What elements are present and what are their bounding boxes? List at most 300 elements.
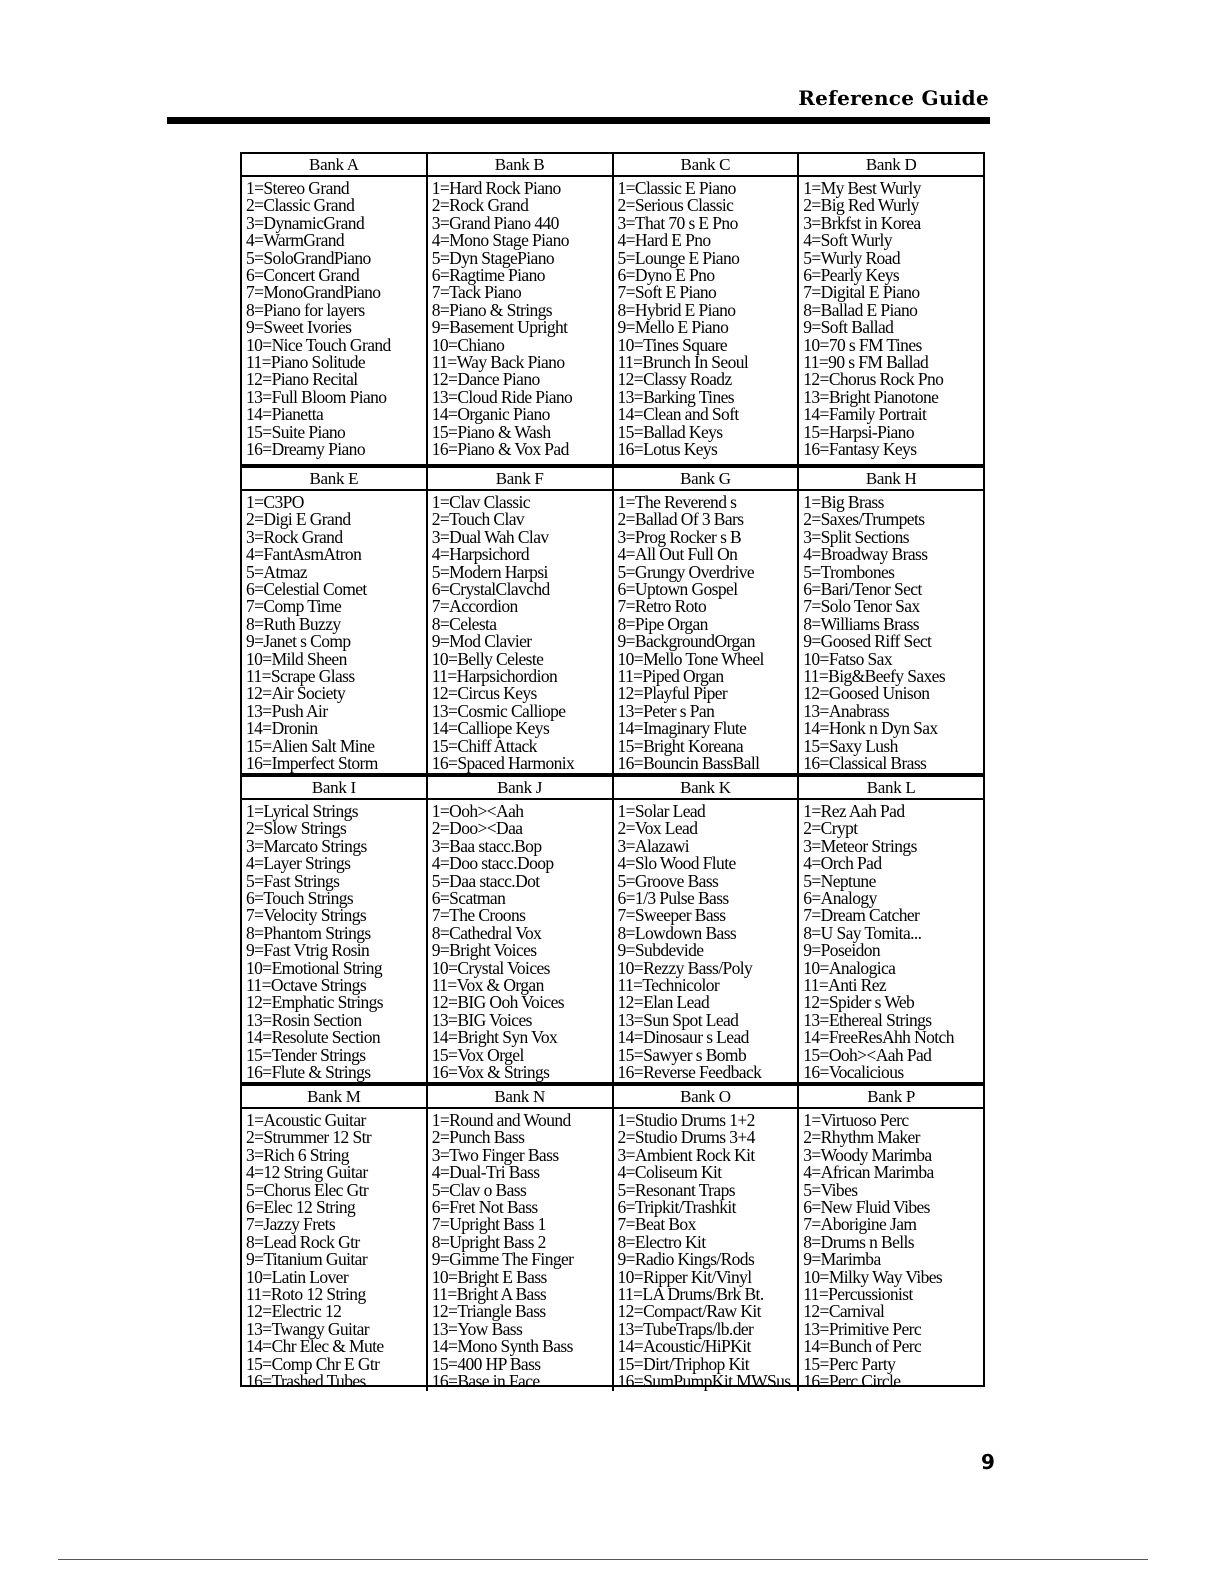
patch-item: 11=Percussionist — [803, 1284, 913, 1305]
patch-list — [799, 800, 983, 1082]
patch-item: 15=Sawyer s Bomb — [617, 1044, 747, 1065]
patch-item: 3=That 70 s E Pno — [617, 212, 738, 233]
patch-item: 11=Piano Solitude — [246, 352, 366, 373]
patch-item: 11=LA Drums/Brk Bt. — [617, 1284, 764, 1305]
patch-item: 15=Harpsi-Piano — [803, 421, 914, 442]
patch-item: 1=Virtuoso Perc — [803, 1110, 909, 1130]
patch-item: 2=Doo><Daa — [431, 818, 523, 839]
patch-item: 14=Mono Synth Bass — [431, 1336, 573, 1357]
patch-list — [428, 491, 612, 773]
patch-item: 10=70 s FM Tines — [803, 334, 922, 355]
bank-row — [242, 154, 983, 464]
patch-list — [242, 800, 426, 1082]
patch-item: 14=Imaginary Flute — [617, 718, 747, 739]
patch-item: 7=Tack Piano — [431, 282, 522, 303]
patch-item: 12=Classy Roadz — [617, 369, 732, 390]
patch-item: 10=Analogica — [803, 957, 896, 978]
patch-item: 15=Chiff Attack — [431, 735, 537, 756]
patch-item: 8=Hybrid E Piano — [617, 299, 736, 320]
patch-item: 13=Primitive Perc — [803, 1318, 922, 1339]
patch-item: 16=Base in Face — [431, 1371, 540, 1391]
patch-item: 8=Piano & Strings — [431, 299, 552, 320]
patch-item: 13=Cloud Ride Piano — [431, 386, 573, 407]
patch-item: 5=Neptune — [803, 870, 876, 891]
bank-name: Bank A — [242, 154, 426, 177]
patch-list — [614, 177, 798, 459]
patch-item: 9=Sweet Ivories — [246, 317, 352, 338]
patch-item: 7=Aborigine Jam — [803, 1214, 917, 1235]
patch-item: 11=Way Back Piano — [431, 352, 565, 373]
patch-item: 11=Scrape Glass — [246, 666, 355, 687]
patch-item: 10=Mild Sheen — [246, 648, 347, 669]
patch-item: 3=Brkfst in Korea — [803, 212, 921, 233]
patch-item: 3=DynamicGrand — [246, 212, 365, 233]
patch-item: 9=Subdevide — [617, 940, 704, 961]
patch-item: 14=Chr Elec & Mute — [246, 1336, 384, 1357]
patch-item: 2=Ballad Of 3 Bars — [617, 509, 744, 530]
patch-item: 16=Vocalicious — [803, 1062, 904, 1082]
patch-item: 15=400 HP Bass — [431, 1353, 541, 1374]
patch-item: 9=Basement Upright — [431, 317, 568, 338]
patch-item: 11=Bright A Bass — [431, 1284, 547, 1305]
patch-item: 3=Ambient Rock Kit — [617, 1144, 755, 1165]
bank-column — [428, 777, 614, 1082]
patch-item: 6=Pearly Keys — [803, 265, 900, 286]
patch-item: 9=Poseidon — [803, 940, 881, 961]
bank-column — [614, 777, 800, 1082]
bank-column — [242, 468, 428, 773]
patch-item: 10=Ripper Kit/Vinyl — [617, 1266, 752, 1287]
patch-item: 10=Bright E Bass — [431, 1266, 547, 1287]
patch-item: 15=Bright Koreana — [617, 735, 744, 756]
patch-item: 10=Tines Square — [617, 334, 728, 355]
bank-name: Bank I — [242, 777, 426, 800]
patch-item: 12=Elan Lead — [617, 992, 710, 1013]
patch-item: 4=Orch Pad — [803, 853, 882, 874]
patch-item: 16=Vox & Strings — [431, 1062, 550, 1082]
patch-item: 3=Meteor Strings — [803, 835, 917, 856]
patch-item: 2=Rock Grand — [431, 195, 529, 216]
patch-item: 2=Rhythm Maker — [803, 1127, 920, 1148]
patch-item: 15=Piano & Wash — [431, 421, 551, 442]
bank-column — [242, 154, 428, 464]
patch-item: 6=Scatman — [431, 888, 506, 909]
patch-item: 13=Push Air — [246, 700, 328, 721]
patch-item: 5=Resonant Traps — [617, 1179, 735, 1200]
patch-item: 16=Trashed Tubes — [246, 1371, 366, 1391]
patch-item: 14=Bright Syn Vox — [431, 1027, 558, 1048]
patch-item: 3=Two Finger Bass — [431, 1144, 559, 1165]
patch-item: 10=Belly Celeste — [431, 648, 544, 669]
patch-item: 1=Big Brass — [803, 492, 884, 512]
patch-item: 12=Playful Piper — [617, 683, 728, 704]
patch-item: 2=Touch Clav — [431, 509, 525, 530]
patch-item: 10=Nice Touch Grand — [246, 334, 391, 355]
patch-item: 7=Beat Box — [617, 1214, 696, 1235]
patch-item: 12=Compact/Raw Kit — [617, 1301, 761, 1322]
patch-item: 16=Classical Brass — [803, 753, 927, 773]
patch-item: 2=Vox Lead — [617, 818, 698, 839]
patch-item: 8=Lead Rock Gtr — [246, 1231, 360, 1252]
patch-item: 5=Trombones — [803, 561, 895, 582]
patch-item: 13=Yow Bass — [431, 1318, 523, 1339]
bank-name: Bank M — [242, 1086, 426, 1109]
patch-item: 5=Clav o Bass — [431, 1179, 527, 1200]
bank-name: Bank F — [428, 468, 612, 491]
patch-item: 13=Anabrass — [803, 700, 890, 721]
patch-item: 15=Comp Chr E Gtr — [246, 1353, 380, 1374]
patch-item: 15=Ooh><Aah Pad — [803, 1044, 932, 1065]
patch-item: 6=Celestial Comet — [246, 579, 367, 600]
patch-item: 11=90 s FM Ballad — [803, 352, 929, 373]
patch-item: 6=CrystalClavchd — [431, 579, 550, 600]
patch-item: 10=Latin Lover — [246, 1266, 349, 1287]
patch-item: 12=Triangle Bass — [431, 1301, 546, 1322]
patch-item: 1=My Best Wurly — [803, 178, 921, 198]
patch-item: 15=Tender Strings — [246, 1044, 366, 1065]
patch-item: 16=Flute & Strings — [246, 1062, 371, 1082]
patch-item: 3=Woody Marimba — [803, 1144, 932, 1165]
bank-column — [614, 468, 800, 773]
patch-item: 6=Analogy — [803, 888, 877, 909]
patch-item: 6=Concert Grand — [246, 265, 360, 286]
patch-item: 4=WarmGrand — [246, 230, 345, 251]
patch-item: 1=Hard Rock Piano — [431, 178, 561, 198]
bank-column — [428, 468, 614, 773]
patch-item: 11=Brunch In Seoul — [617, 352, 749, 373]
patch-item: 9=Soft Ballad — [803, 317, 894, 338]
patch-item: 9=Mod Clavier — [431, 631, 532, 652]
header-rule — [167, 117, 990, 124]
patch-item: 15=Vox Orgel — [431, 1044, 524, 1065]
patch-list — [799, 1109, 983, 1391]
bank-name: Bank H — [799, 468, 983, 491]
patch-list — [242, 1109, 426, 1391]
patch-item: 8=U Say Tomita... — [803, 922, 922, 943]
patch-item: 3=Grand Piano 440 — [431, 212, 559, 233]
patch-list — [428, 800, 612, 1082]
patch-item: 9=Marimba — [803, 1249, 881, 1270]
bank-column — [799, 777, 983, 1082]
patch-item: 5=Groove Bass — [617, 870, 719, 891]
patch-item: 4=FantAsmAtron — [246, 544, 362, 565]
patch-item: 7=Jazzy Frets — [246, 1214, 336, 1235]
patch-item: 6=Elec 12 String — [246, 1197, 356, 1218]
patch-list — [428, 1109, 612, 1391]
patch-item: 11=Harpsichordion — [431, 666, 558, 687]
bank-column — [614, 1086, 800, 1391]
patch-item: 1=Studio Drums 1+2 — [617, 1110, 755, 1130]
patch-item: 7=Sweeper Bass — [617, 905, 726, 926]
patch-item: 8=Lowdown Bass — [617, 922, 737, 943]
patch-item: 7=Accordion — [431, 596, 518, 617]
patch-item: 4=12 String Guitar — [246, 1162, 368, 1183]
patch-item: 12=Spider s Web — [803, 992, 915, 1013]
patch-item: 8=Phantom Strings — [246, 922, 371, 943]
bank-name: Bank O — [614, 1086, 798, 1109]
patch-item: 8=Ruth Buzzy — [246, 613, 341, 634]
patch-item: 2=Studio Drums 3+4 — [617, 1127, 755, 1148]
patch-item: 16=Fantasy Keys — [803, 439, 917, 460]
patch-item: 3=Alazawi — [617, 835, 690, 856]
patch-list — [242, 177, 426, 459]
patch-item: 13=Bright Pianotone — [803, 386, 939, 407]
patch-item: 11=Roto 12 String — [246, 1284, 366, 1305]
patch-item: 9=Titanium Guitar — [246, 1249, 368, 1270]
patch-item: 6=Ragtime Piano — [431, 265, 545, 286]
patch-item: 11=Technicolor — [617, 975, 720, 996]
patch-item: 15=Saxy Lush — [803, 735, 898, 756]
patch-item: 13=Rosin Section — [246, 1009, 362, 1030]
patch-item: 14=Calliope Keys — [431, 718, 550, 739]
patch-list — [242, 491, 426, 773]
patch-item: 4=Doo stacc.Doop — [431, 853, 554, 874]
patch-item: 9=BackgroundOrgan — [617, 631, 755, 652]
patch-item: 9=Janet s Comp — [246, 631, 351, 652]
patch-item: 11=Big&Beefy Saxes — [803, 666, 946, 687]
patch-item: 1=Rez Aah Pad — [803, 801, 905, 821]
patch-item: 12=Circus Keys — [431, 683, 537, 704]
patch-item: 7=Comp Time — [246, 596, 342, 617]
patch-item: 13=Barking Tines — [617, 386, 734, 407]
patch-item: 2=Big Red Wurly — [803, 195, 919, 216]
patch-item: 14=Pianetta — [246, 404, 324, 425]
patch-item: 14=Dinosaur s Lead — [617, 1027, 749, 1048]
patch-item: 4=Dual-Tri Bass — [431, 1162, 540, 1183]
patch-item: 15=Perc Party — [803, 1353, 896, 1374]
bank-column — [799, 468, 983, 773]
patch-item: 8=Pipe Organ — [617, 613, 708, 634]
patch-item: 16=Reverse Feedback — [617, 1062, 762, 1082]
patch-item: 15=Ballad Keys — [617, 421, 723, 442]
patch-item: 8=Celesta — [431, 613, 497, 634]
patch-item: 1=Clav Classic — [431, 492, 530, 512]
patch-item: 13=Twangy Guitar — [246, 1318, 369, 1339]
patch-item: 2=Punch Bass — [431, 1127, 525, 1148]
patch-list — [799, 177, 983, 459]
patch-item: 7=Soft E Piano — [617, 282, 717, 303]
page-number: 9 — [981, 1450, 995, 1474]
patch-item: 1=Classic E Piano — [617, 178, 736, 198]
patch-item: 5=Grungy Overdrive — [617, 561, 755, 582]
patch-item: 6=Touch Strings — [246, 888, 354, 909]
patch-item: 5=Vibes — [803, 1179, 858, 1200]
patch-item: 14=Clean and Soft — [617, 404, 739, 425]
patch-item: 13=Cosmic Calliope — [431, 700, 566, 721]
patch-item: 10=Milky Way Vibes — [803, 1266, 943, 1287]
patch-item: 10=Chiano — [431, 334, 505, 355]
patch-item: 5=Lounge E Piano — [617, 247, 740, 268]
bank-column — [428, 154, 614, 464]
patch-item: 11=Vox & Organ — [431, 975, 544, 996]
patch-item: 4=Mono Stage Piano — [431, 230, 569, 251]
patch-item: 14=FreeResAhh Notch — [803, 1027, 954, 1048]
patch-item: 14=Bunch of Perc — [803, 1336, 922, 1357]
patch-item: 16=Perc Circle — [803, 1371, 901, 1391]
patch-item: 6=New Fluid Vibes — [803, 1197, 930, 1218]
patch-item: 16=Imperfect Storm — [246, 753, 378, 773]
patch-item: 14=Family Portrait — [803, 404, 927, 425]
patch-item: 12=BIG Ooh Voices — [431, 992, 564, 1013]
patch-item: 16=Spaced Harmonix — [431, 753, 575, 773]
patch-item: 10=Crystal Voices — [431, 957, 550, 978]
patch-item: 8=Upright Bass 2 — [431, 1231, 546, 1252]
patch-item: 7=The Croons — [431, 905, 526, 926]
patch-item: 5=Chorus Elec Gtr — [246, 1179, 369, 1200]
patch-item: 1=Solar Lead — [617, 801, 706, 821]
patch-item: 8=Piano for layers — [246, 299, 365, 320]
patch-item: 12=Emphatic Strings — [246, 992, 383, 1013]
patch-item: 9=Bright Voices — [431, 940, 537, 961]
patch-item: 4=Slo Wood Flute — [617, 853, 736, 874]
patch-item: 12=Piano Recital — [246, 369, 358, 390]
patch-item: 15=Suite Piano — [246, 421, 346, 442]
bank-name: Bank G — [614, 468, 798, 491]
patch-item: 6=Bari/Tenor Sect — [803, 579, 922, 600]
patch-item: 6=Uptown Gospel — [617, 579, 738, 600]
patch-item: 4=African Marimba — [803, 1162, 934, 1183]
patch-item: 9=Fast Vtrig Rosin — [246, 940, 370, 961]
patch-item: 16=SumPumpKit MWSus — [617, 1371, 791, 1391]
patch-item: 7=Digital E Piano — [803, 282, 920, 303]
patch-item: 1=C3PO — [246, 492, 304, 512]
bank-name: Bank L — [799, 777, 983, 800]
patch-item: 7=Velocity Strings — [246, 905, 367, 926]
patch-item: 15=Alien Salt Mine — [246, 735, 375, 756]
bank-column — [799, 154, 983, 464]
patch-item: 10=Fatso Sax — [803, 648, 892, 669]
patch-item: 9=Goosed Riff Sect — [803, 631, 932, 652]
patch-item: 1=Round and Wound — [431, 1110, 571, 1130]
patch-list — [614, 1109, 798, 1391]
patch-item: 4=Broadway Brass — [803, 544, 928, 565]
patch-item: 3=Dual Wah Clav — [431, 526, 549, 547]
patch-bank-table — [240, 152, 985, 1391]
patch-item: 4=Coliseum Kit — [617, 1162, 722, 1183]
patch-item: 2=Serious Classic — [617, 195, 734, 216]
patch-item: 2=Crypt — [803, 818, 858, 839]
patch-item: 16=Dreamy Piano — [246, 439, 365, 460]
patch-item: 8=Drums n Bells — [803, 1231, 914, 1252]
bank-column — [614, 154, 800, 464]
patch-item: 14=Honk n Dyn Sax — [803, 718, 938, 739]
patch-item: 12=Chorus Rock Pno — [803, 369, 944, 390]
bank-name: Bank D — [799, 154, 983, 177]
patch-item: 13=Sun Spot Lead — [617, 1009, 739, 1030]
patch-list — [614, 491, 798, 773]
patch-item: 13=TubeTraps/lb.der — [617, 1318, 754, 1339]
patch-item: 3=Rich 6 String — [246, 1144, 349, 1165]
patch-item: 13=BIG Voices — [431, 1009, 532, 1030]
patch-item: 5=Atmaz — [246, 561, 308, 582]
patch-item: 2=Strummer 12 Str — [246, 1127, 372, 1148]
bank-column — [799, 1086, 983, 1391]
bank-name: Bank B — [428, 154, 612, 177]
patch-item: 12=Air Society — [246, 683, 346, 704]
patch-item: 3=Prog Rocker s B — [617, 526, 742, 547]
patch-item: 16=Lotus Keys — [617, 439, 718, 460]
bank-name: Bank P — [799, 1086, 983, 1109]
patch-item: 8=Electro Kit — [617, 1231, 706, 1252]
patch-item: 12=Goosed Unison — [803, 683, 930, 704]
patch-item: 13=Ethereal Strings — [803, 1009, 932, 1030]
patch-item: 6=Dyno E Pno — [617, 265, 715, 286]
patch-item: 4=All Out Full On — [617, 544, 738, 565]
footer-rule — [58, 1559, 1148, 1560]
patch-item: 1=Stereo Grand — [246, 178, 350, 198]
patch-item: 9=Radio Kings/Rods — [617, 1249, 755, 1270]
bank-column — [242, 1086, 428, 1391]
patch-item: 2=Classic Grand — [246, 195, 355, 216]
patch-item: 3=Baa stacc.Bop — [431, 835, 542, 856]
patch-item: 10=Emotional String — [246, 957, 383, 978]
bank-name: Bank E — [242, 468, 426, 491]
patch-item: 10=Mello Tone Wheel — [617, 648, 764, 669]
patch-item: 14=Resolute Section — [246, 1027, 381, 1048]
patch-item: 7=Solo Tenor Sax — [803, 596, 920, 617]
patch-item: 8=Cathedral Vox — [431, 922, 542, 943]
patch-item: 12=Carnival — [803, 1301, 885, 1322]
patch-item: 9=Gimme The Finger — [431, 1249, 574, 1270]
patch-item: 4=Soft Wurly — [803, 230, 892, 251]
patch-item: 8=Williams Brass — [803, 613, 919, 634]
patch-item: 13=Peter s Pan — [617, 700, 715, 721]
patch-item: 2=Saxes/Trumpets — [803, 509, 925, 530]
patch-item: 6=Tripkit/Trashkit — [617, 1197, 736, 1218]
patch-item: 5=Fast Strings — [246, 870, 340, 891]
patch-item: 1=Lyrical Strings — [246, 801, 358, 821]
patch-item: 4=Layer Strings — [246, 853, 351, 874]
patch-item: 11=Anti Rez — [803, 975, 887, 996]
patch-list — [428, 177, 612, 459]
patch-item: 6=1/3 Pulse Bass — [617, 888, 729, 909]
patch-item: 7=MonoGrandPiano — [246, 282, 381, 303]
patch-item: 5=Dyn StagePiano — [431, 247, 555, 268]
patch-item: 8=Ballad E Piano — [803, 299, 918, 320]
patch-item: 4=Harpsichord — [431, 544, 530, 565]
patch-item: 5=Wurly Road — [803, 247, 900, 268]
patch-item: 2=Slow Strings — [246, 818, 347, 839]
patch-item: 4=Hard E Pno — [617, 230, 711, 251]
patch-item: 5=Modern Harpsi — [431, 561, 548, 582]
patch-item: 7=Retro Roto — [617, 596, 707, 617]
patch-item: 3=Rock Grand — [246, 526, 343, 547]
patch-item: 12=Electric 12 — [246, 1301, 342, 1322]
patch-item: 5=Daa stacc.Dot — [431, 870, 540, 891]
patch-item: 10=Rezzy Bass/Poly — [617, 957, 753, 978]
patch-item: 11=Piped Organ — [617, 666, 724, 687]
patch-item: 3=Split Sections — [803, 526, 910, 547]
patch-item: 7=Upright Bass 1 — [431, 1214, 546, 1235]
patch-item: 13=Full Bloom Piano — [246, 386, 387, 407]
bank-name: Bank K — [614, 777, 798, 800]
bank-name: Bank N — [428, 1086, 612, 1109]
bank-name: Bank C — [614, 154, 798, 177]
bank-column — [428, 1086, 614, 1391]
patch-item: 14=Acoustic/HiPKit — [617, 1336, 751, 1357]
patch-item: 12=Dance Piano — [431, 369, 540, 390]
patch-item: 14=Dronin — [246, 718, 318, 739]
patch-item: 11=Octave Strings — [246, 975, 367, 996]
patch-item: 1=Ooh><Aah — [431, 801, 524, 821]
bank-column — [242, 777, 428, 1082]
bank-row — [242, 773, 983, 1082]
patch-item: 14=Organic Piano — [431, 404, 550, 425]
bank-row — [242, 1082, 983, 1391]
patch-item: 16=Bouncin BassBall — [617, 753, 760, 773]
patch-item: 7=Dream Catcher — [803, 905, 920, 926]
patch-item: 15=Dirt/Triphop Kit — [617, 1353, 750, 1374]
